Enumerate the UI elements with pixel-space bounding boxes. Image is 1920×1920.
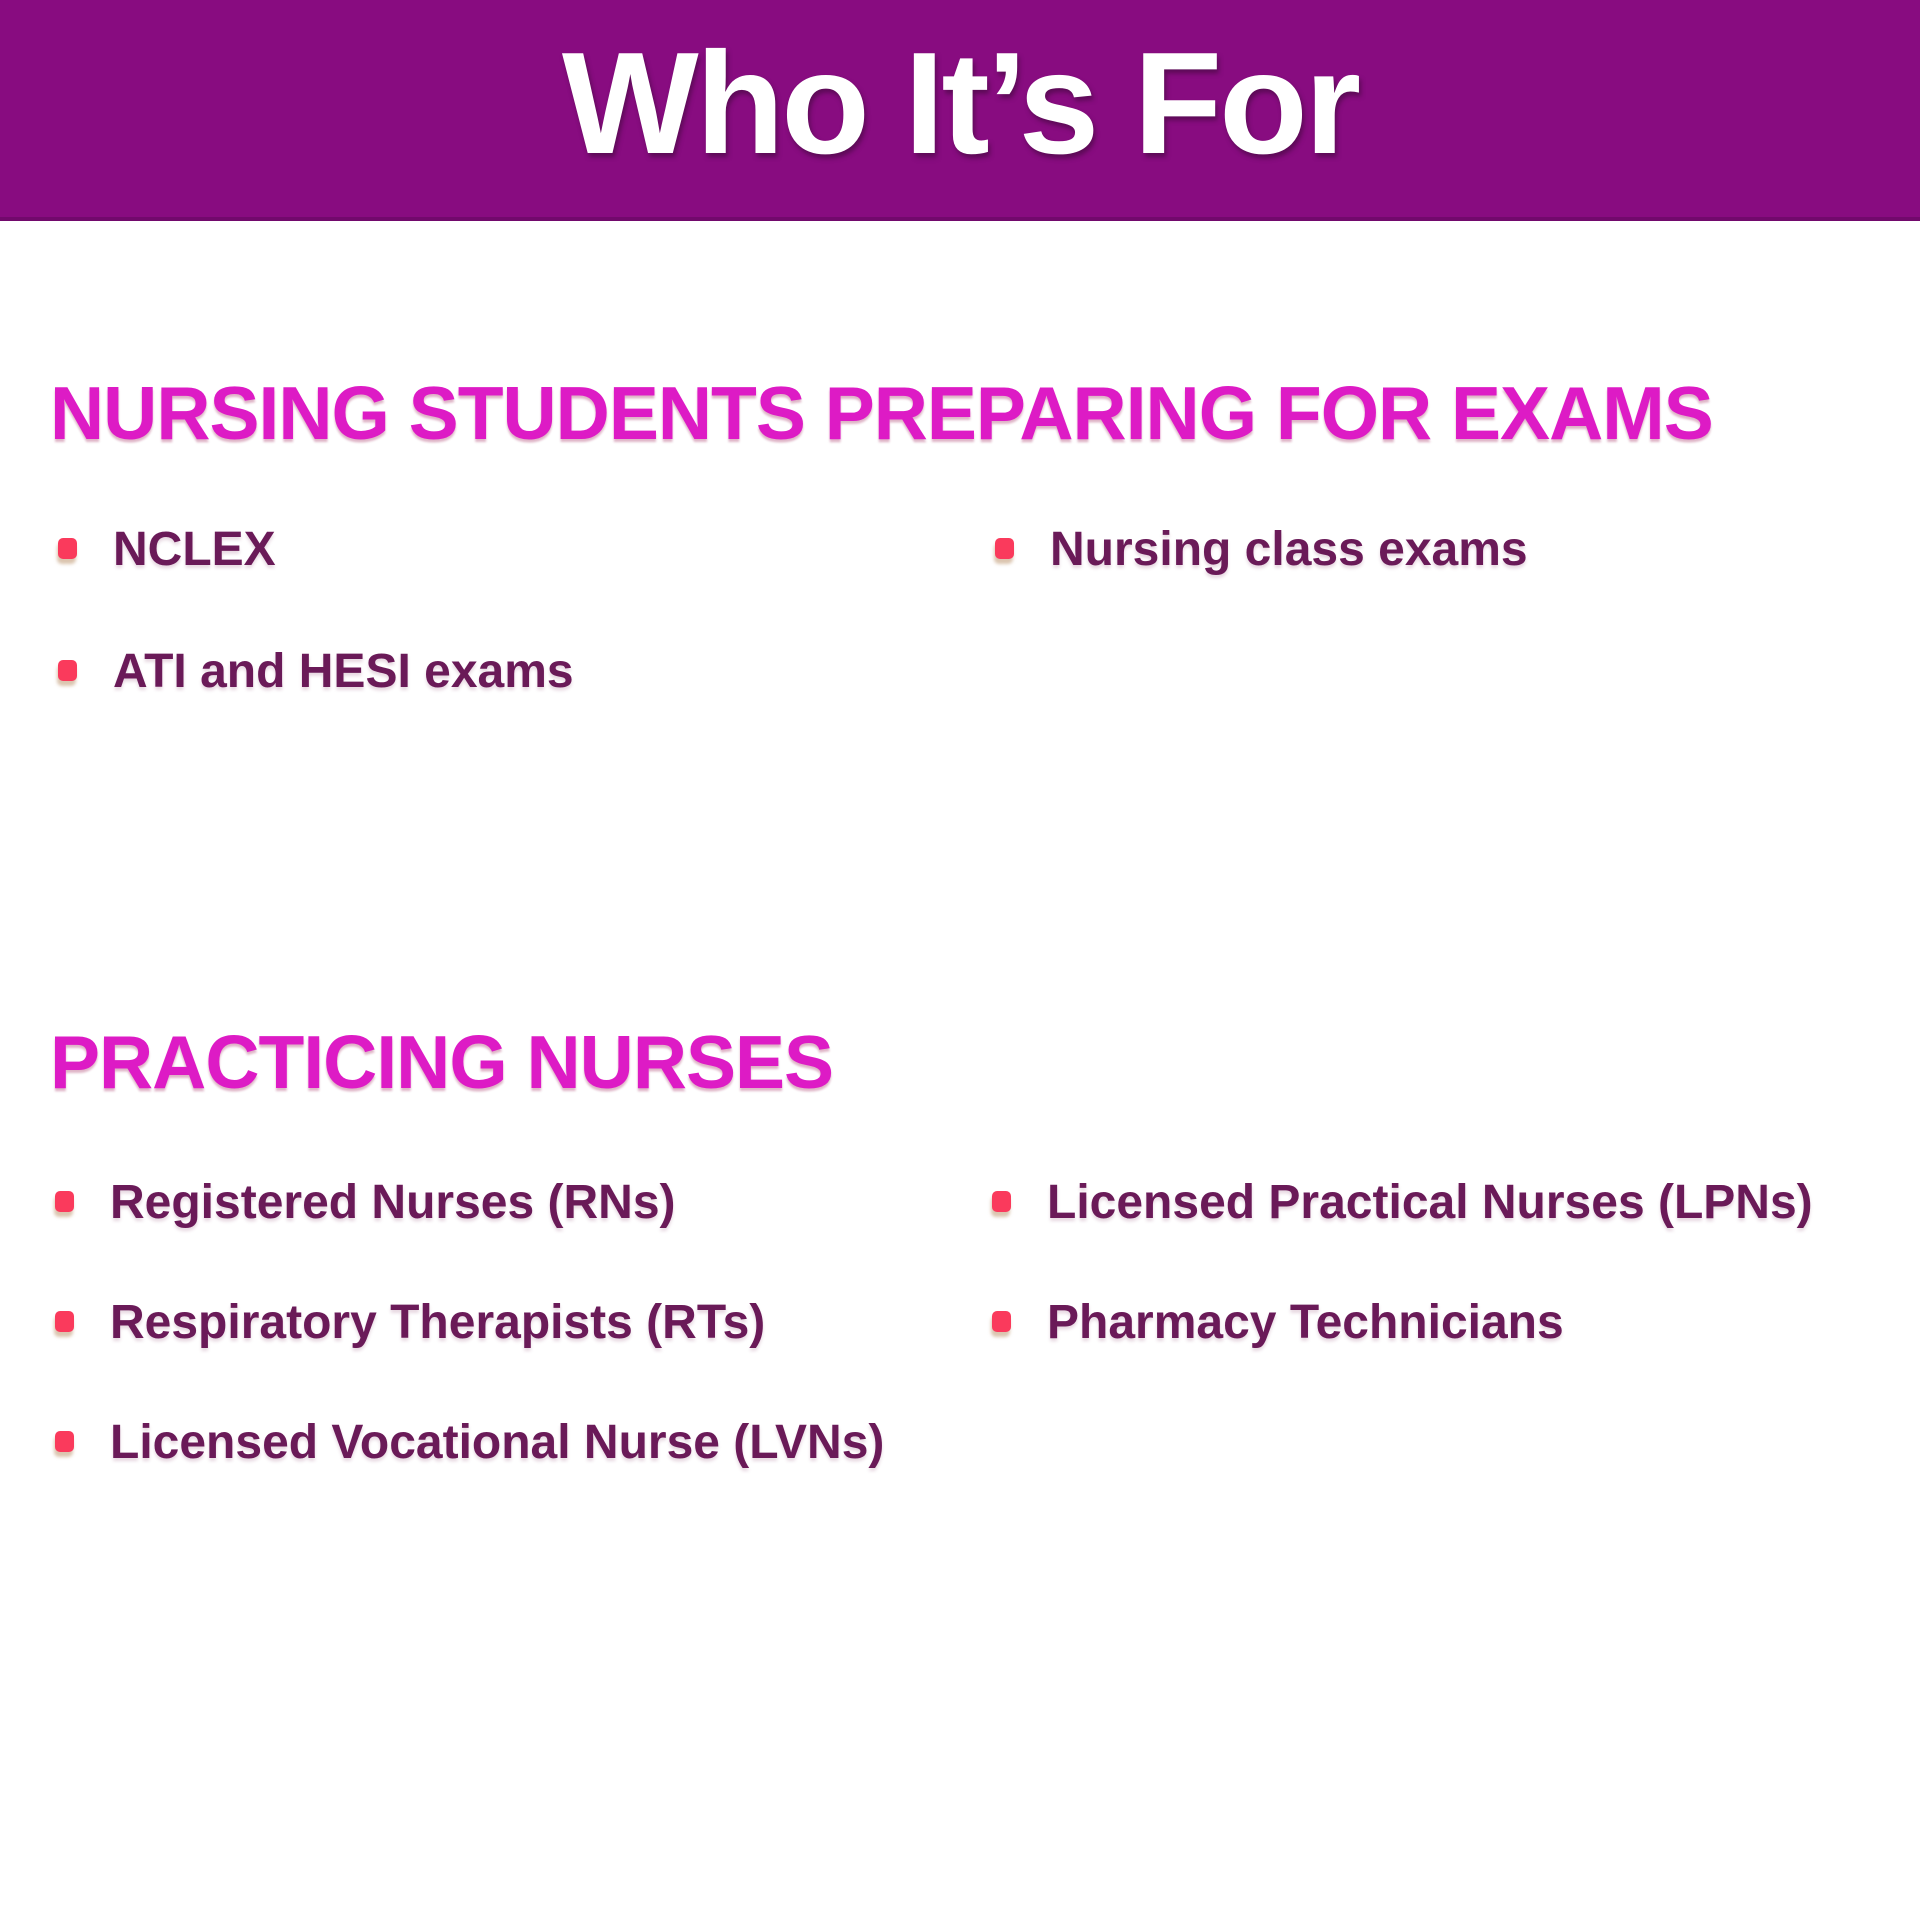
section-heading-practicing-nurses: PRACTICING NURSES: [50, 1020, 834, 1104]
list-item: [992, 520, 1880, 642]
practicing-nurses-list: [55, 1173, 1880, 1533]
list-item-label: Pharmacy Technicians: [1047, 1296, 1564, 1349]
bullet-square-icon: [992, 1311, 1011, 1332]
list-item: [992, 1293, 1880, 1413]
bullet-square-icon: [55, 1311, 74, 1332]
bullet-square-icon: [55, 1431, 74, 1452]
list-item: [992, 1173, 1880, 1293]
list-item: [55, 642, 992, 764]
bullet-square-icon: [995, 538, 1014, 559]
nursing-students-list: [55, 520, 1880, 764]
header-banner: [0, 0, 1920, 221]
list-item-label: Nursing class exams: [1050, 523, 1528, 576]
bullet-square-icon: [992, 1191, 1011, 1212]
bullet-square-icon: [55, 1191, 74, 1212]
list-item: [55, 520, 992, 642]
section-heading-nursing-students: NURSING STUDENTS PREPARING FOR EXAMS: [50, 371, 1713, 455]
list-item-label: Licensed Practical Nurses (LPNs): [1047, 1176, 1813, 1229]
list-item: [55, 1413, 992, 1533]
bullet-square-icon: [58, 538, 77, 559]
list-item-label: Respiratory Therapists (RTs): [110, 1296, 766, 1349]
bullet-square-icon: [58, 660, 77, 681]
list-item-label: Registered Nurses (RNs): [110, 1176, 676, 1229]
list-item: [55, 1173, 992, 1293]
list-item-label: NCLEX: [113, 523, 276, 576]
list-item-label: ATI and HESI exams: [113, 645, 574, 698]
list-item: [55, 1293, 992, 1413]
page-title: Who It’s For: [561, 22, 1359, 184]
list-item-label: Licensed Vocational Nurse (LVNs): [110, 1416, 885, 1469]
